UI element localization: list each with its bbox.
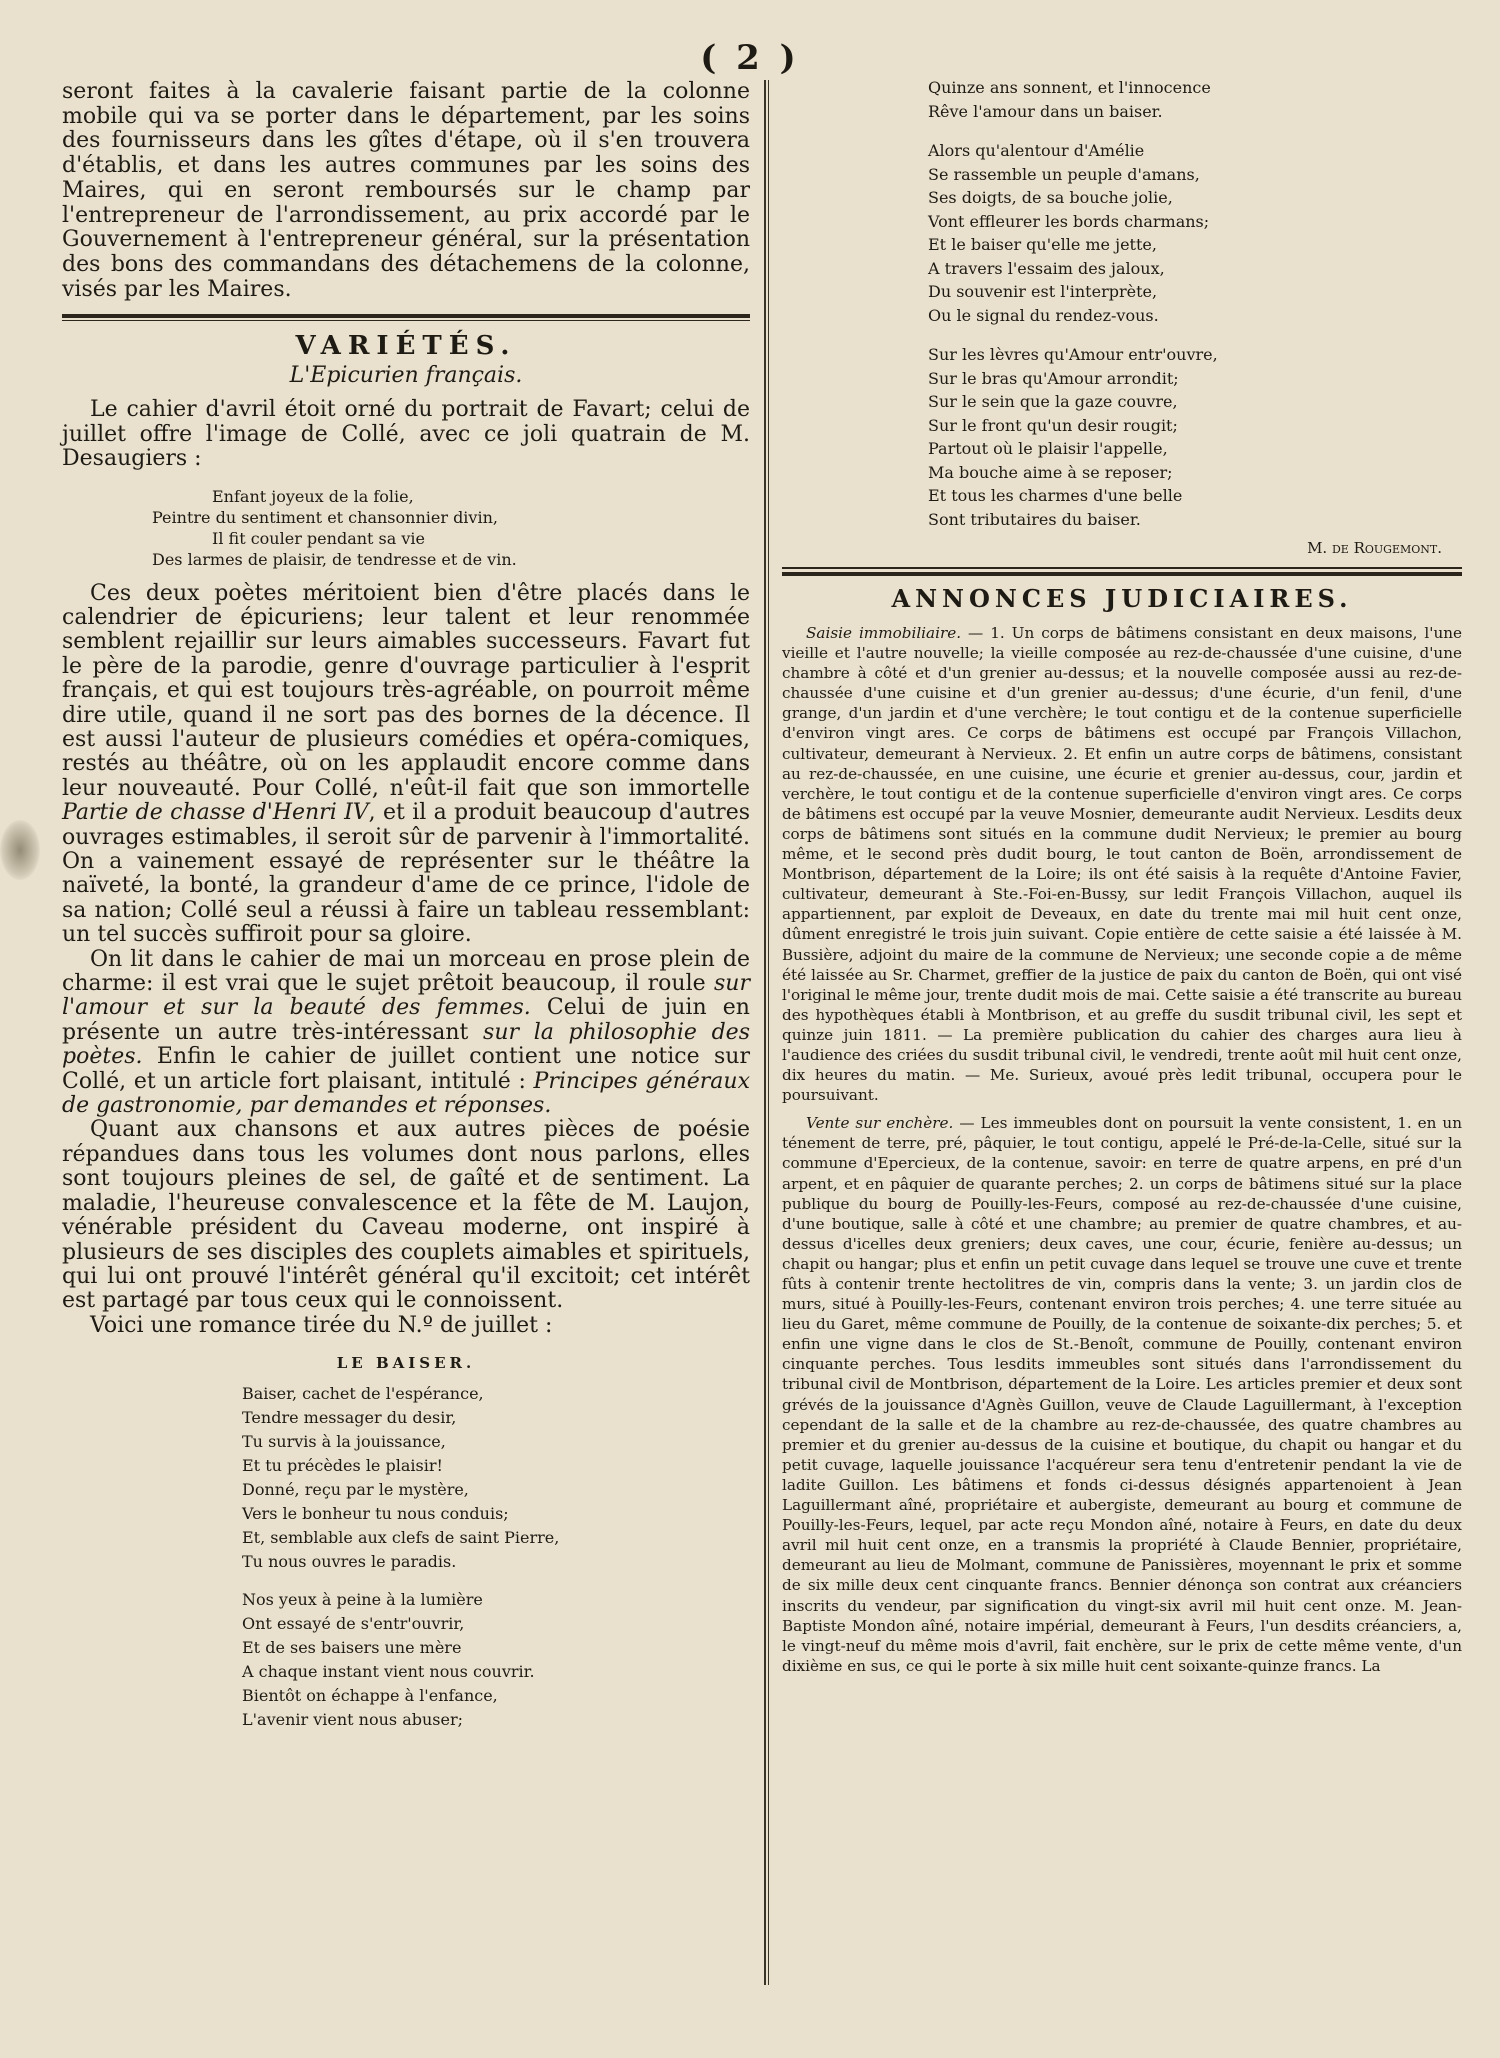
poem-left xyxy=(242,1382,750,1732)
poem-line: Ou le signal du rendez-vous. xyxy=(928,305,1159,325)
annonce-vente: Vente sur enchère. — Les immeubles dont on poursuit la vente consistent, 1. en un ténement de terre, pré, pâquier, le tout contigu, appelé le Pré-de-la-Celle, situé sur la commune d'Epercieux, de la contenue, savoir: en terre de quatre arpens, en pré d'un arpent, et en pâquier de quarante perches; 2. un corps de bâtimens situé sur la place publique du bourg de Pouilly-les-Feurs, composé au rez-de-chaussée d'une cuisine, d'une boutique, salle à côté et une chambre; au premier de quatre chambres, et au-dessus d'icelles deux greniers; deux caves, une cour, écurie, fenière au-dessus; un chapit ou hangar; plus et enfin un petit cuvage dans lequel se trouve une cuve et trente fûts à contenir trente hectolitres de vin, compris dans la vente; 3. un jardin clos de murs, situé à Pouilly-les-Feurs, contenant environ trois perches; 4. une terre située au lieu du Garet, même commune de Pouilly, de la contenue de soixante-dix perches; 5. et enfin une vigne dans le clos de St.-Benoît, commune de Pouilly, contenant environ cinquante perches. Tous lesdits immeubles sont situés dans l'arrondissement du tribunal civil de Montbrison, département de la Loire. Les articles premier et deux sont grévés de la jouissance d'Agnès Guillon, veuve de Claude Laguillermant, à l'exception cependant de la salle et de la chambre au rez-de-chaussée, des quatre chambres au premier et du grenier au-dessus de la cuisine et boutique, du chapit ou hangar et du petit cuvage, laquelle jouissance l'acquéreur sera tenu d'entretenir pendant la vie de ladite Guillon. Les bâtimens et fonds ci-dessus désignés appartenoient à Jean Laguillermant aîné, propriétaire et aubergiste, demeurant au bourg et commune de Pouilly-les-Feurs, lequel, par acte reçu Mondon aîné, notaire à Feurs, en date du deux avril mil huit cent onze, en a transmis la propriété à Claude Bennier, propriétaire, demeurant au lieu de Molmant, commune de Panissières, moyennant le prix et somme de six mille deux cent cinquante francs. Bennier dénonça son contrat aux créanciers inscrits du vendeur, par signification du vingt-six avril mil huit cent onze. M. Jean-Baptiste Mondon aîné, notaire impérial, demeurant à Feurs, l'un desdits créanciers, a, le vingt-neuf du même mois d'avril, fait enchère, sur le prix de cette même vente, d'un dixième en sus, ce qui le porte à six mille huit cent soixante-quinze francs. La xyxy=(782,1114,1462,1675)
section-subtitle: L'Epicurien français. xyxy=(289,363,523,389)
paragraph-poets: Ces deux poètes méritoient bien d'être placés dans le calendrier de épicuriens; leur talent et leur renommée semblent rejaillir sur leurs aimables successeurs. Favart fut le père de la parodie, genre d'ouvrage particulier à l'esprit français, et qui est toujours très-agréable, on pourroit même dire utile, quand il ne sort pas des bornes de la décence. Il est aussi l'auteur de plusieurs comédies et opéra-comiques, restés au théâtre, où on les applaudit encore comme dans leur nouveauté. Pour Collé, n'eût-il fait que son immortelle Partie de chasse d'Henri IV, et il a produit beaucoup d'autres ouvrages estimables, il seroit sûr de parvenir à l'immortalité. On a vainement essayé de représenter sur le théâtre la naïveté, la bonté, la grandeur d'ame de ce prince, l'idole de sa nation; Collé seul a réussi à faire un tableau ressemblant: un tel succès suffiroit pour sa gloire. xyxy=(62,580,751,948)
poem-line: Ses doigts, de sa bouche jolie, xyxy=(928,188,1173,207)
poem-line: A travers l'essaim des jaloux, xyxy=(928,258,1165,278)
poem-right xyxy=(928,76,1462,531)
quatrain-line: Peintre du sentiment et chansonnier divin, xyxy=(152,507,498,527)
column-rule xyxy=(764,80,766,1985)
paragraph-chansons: Quant aux chansons et aux autres pièces de poésie répandues dans tous les volumes dont nous parlons, elles sont toujours pleines de sel, de gaîté et de sentiment. La maladie, l'heureuse convalescence et la fête de M. Laujon, vénérable président du Caveau moderne, ont inspiré à plusieurs de ses disciples des couplets aimables et spirituels, qui lui ont prouvé l'intérêt général qu'il excitoit; cet intérêt est partagé par tous ceux qui le connoissent. xyxy=(62,1117,750,1314)
poem-line: Ma bouche aime à se reposer; xyxy=(928,462,1173,482)
poem-line: Et le baiser qu'elle me jette, xyxy=(928,235,1157,254)
poem-line: Du souvenir est l'interprète, xyxy=(928,282,1158,301)
intro-paragraph: Le cahier d'avril étoit orné du portrait de Favart; celui de juillet offre l'image de Collé, avec ce joli quatrain de M. Desaugiers : xyxy=(62,397,750,472)
poem-line: Se rassemble un peuple d'amans, xyxy=(928,164,1200,184)
poem-line: Ont essayé de s'entr'ouvrir, xyxy=(242,1614,465,1634)
poem-line: Alors qu'alentour d'Amélie xyxy=(928,141,1145,160)
poem-line: Sur le sein que la gaze couvre, xyxy=(928,392,1178,411)
poem-line: Baiser, cachet de l'espérance, xyxy=(242,1384,484,1404)
poem-stanza xyxy=(928,76,1462,123)
right-column xyxy=(782,76,1462,1676)
poem-line: Tendre messager du desir, xyxy=(242,1408,457,1428)
poem-line: Sont tributaires du baiser. xyxy=(928,509,1141,529)
poem-line: Bientôt on échappe à l'enfance, xyxy=(242,1686,498,1706)
poem-stanza xyxy=(242,1382,750,1574)
poem-signature: M. de Rougemont. xyxy=(1307,539,1442,557)
paragraph-cahiers: On lit dans le cahier de mai un morceau en prose plein de charme: il est vrai que le sujet prêtoit beaucoup, il roule sur l'amour et sur la beauté des femmes. Celui de juin en présente un autre très-intéressant sur la philosophie des poètes. Enfin le cahier de juillet contient une notice sur Collé, et un article fort plaisant, intitulé : Principes généraux de gastronomie, par demandes et réponses. xyxy=(62,946,750,1119)
poem-line: Et de ses baisers une mère xyxy=(242,1638,462,1658)
poem-line: Sur le bras qu'Amour arrondit; xyxy=(928,368,1179,388)
poem-line: Tu survis à la jouissance, xyxy=(242,1432,446,1452)
poem-line: Sur les lèvres qu'Amour entr'ouvre, xyxy=(928,345,1218,364)
section-divider xyxy=(782,567,1462,576)
poem-line: Vers le bonheur tu nous conduis; xyxy=(242,1504,509,1524)
poem-line: A chaque instant vient nous couvrir. xyxy=(242,1662,535,1682)
poem-line: Et tu précèdes le plaisir! xyxy=(242,1456,443,1476)
quatrain-line: Il fit couler pendant sa vie xyxy=(212,528,426,548)
poem-line: Et, semblable aux clefs de saint Pierre, xyxy=(242,1528,560,1548)
poem-line: Et tous les charmes d'une belle xyxy=(928,486,1183,505)
poem-line: L'avenir vient nous abuser; xyxy=(242,1710,464,1730)
section-divider xyxy=(62,314,750,321)
paragraph-romance-intro: Voici une romance tirée du N.º de juillet : xyxy=(90,1312,553,1338)
ink-stain xyxy=(0,820,40,880)
quatrain-line: Enfant joyeux de la folie, xyxy=(212,486,414,506)
poem-line: Quinze ans sonnent, et l'innocence xyxy=(928,78,1211,97)
quatrain xyxy=(152,486,750,570)
page-number: ( 2 ) xyxy=(700,38,800,78)
lead-paragraph: seront faites à la cavalerie faisant partie de la colonne mobile qui va se porter dans le département, par les soins des fournisseurs dans les gîtes d'étape, où il s'en trouvera d'établis, et dans les autres communes par les soins des Maires, qui en seront remboursés sur le champ par l'entrepreneur de l'arrondissement, au prix accordé par le Gouvernement à l'entrepreneur général, sur la présentation des bons des commandans des détachemens de la colonne, visés par les Maires. xyxy=(62,79,750,302)
poem-stanza xyxy=(928,139,1462,327)
poem-line: Tu nous ouvres le paradis. xyxy=(242,1552,457,1572)
poem-title: LE BAISER. xyxy=(336,1354,476,1373)
poem-stanza xyxy=(928,343,1462,531)
poem-line: Rêve l'amour dans un baiser. xyxy=(928,101,1163,121)
annonces-title: ANNONCES JUDICIAIRES. xyxy=(891,584,1353,613)
poem-line: Donné, reçu par le mystère, xyxy=(242,1480,469,1500)
section-title: VARIÉTÉS. xyxy=(295,331,517,362)
quatrain-line: Des larmes de plaisir, de tendresse et de vin. xyxy=(152,549,517,569)
poem-line: Sur le front qu'un desir rougit; xyxy=(928,415,1178,435)
left-column xyxy=(62,80,750,1746)
column-rule-inner xyxy=(768,80,769,1985)
poem-stanza xyxy=(242,1588,750,1732)
poem-line: Partout où le plaisir l'appelle, xyxy=(928,439,1168,458)
poem-line: Vont effleurer les bords charmans; xyxy=(928,211,1210,231)
poem-line: Nos yeux à peine à la lumière xyxy=(242,1590,483,1610)
annonce-saisie: Saisie immobiliaire. — 1. Un corps de bâtimens consistant en deux maisons, l'une vieille et l'autre nouvelle; la vieille composée au rez-de-chaussée d'une cuisine, d'une chambre à côté et d'un grenier au-dessus; et la nouvelle composée aussi au rez-de-chaussée d'une cuisine et d'un grenier au-dessus; d'une écurie, d'un fenil, d'une grange, d'un jardin et d'une verchère; le tout contigu et de la contenue superficielle d'environ vingt ares. Ce corps de bâtimens est occupé par François Villachon, cultivateur, demeurant à Nervieux. 2. Et enfin un autre corps de bâtimens, consistant au rez-de-chaussée, en une cuisine, une écurie et grenier au-dessus, cour, jardin et verchère, le tout contigu et de la contenue superficielle d'environ vingt ares. Ce corps de bâtimens est occupé par la veuve Mosnier, demeurante audit Nervieux. Lesdits deux corps de bâtimens sont situés en la commune dudit Nervieux; le premier au bourg même, et le second près dudit bourg, le tout canton de Boën, arrondissement de Montbrison, département de la Loire; ils ont été saisis à la requête d'Antoine Favier, cultivateur, demeurant à Ste.-Foi-en-Bussy, sur ledit François Villachon, auquel ils appartiennent, par exploit de Deveaux, en date du trente mai mil huit cent onze, dûment enregistré le trois juin suivant. Copie entière de cette saisie a été laissée à M. Bussière, adjoint du maire de la commune de Nervieux; une seconde copie a de même été laissée au Sr. Charmet, greffier de la justice de paix du canton de Boën, qui ont visé l'original le même jour, trente dudit mois de mai. Cette saisie a été transcrite au bureau des hypothèques établi à Montbrison, et au greffe du susdit tribunal civil, les sept et quinze juin 1811. — La première publication du cahier des charges aura lieu à l'audience des criées du susdit tribunal civil, le vendredi, trente août mil huit cent onze, dix heures du matin. — Me. Surieux, avoué près ledit tribunal, occupera pour le poursuivant. xyxy=(782,624,1462,1105)
